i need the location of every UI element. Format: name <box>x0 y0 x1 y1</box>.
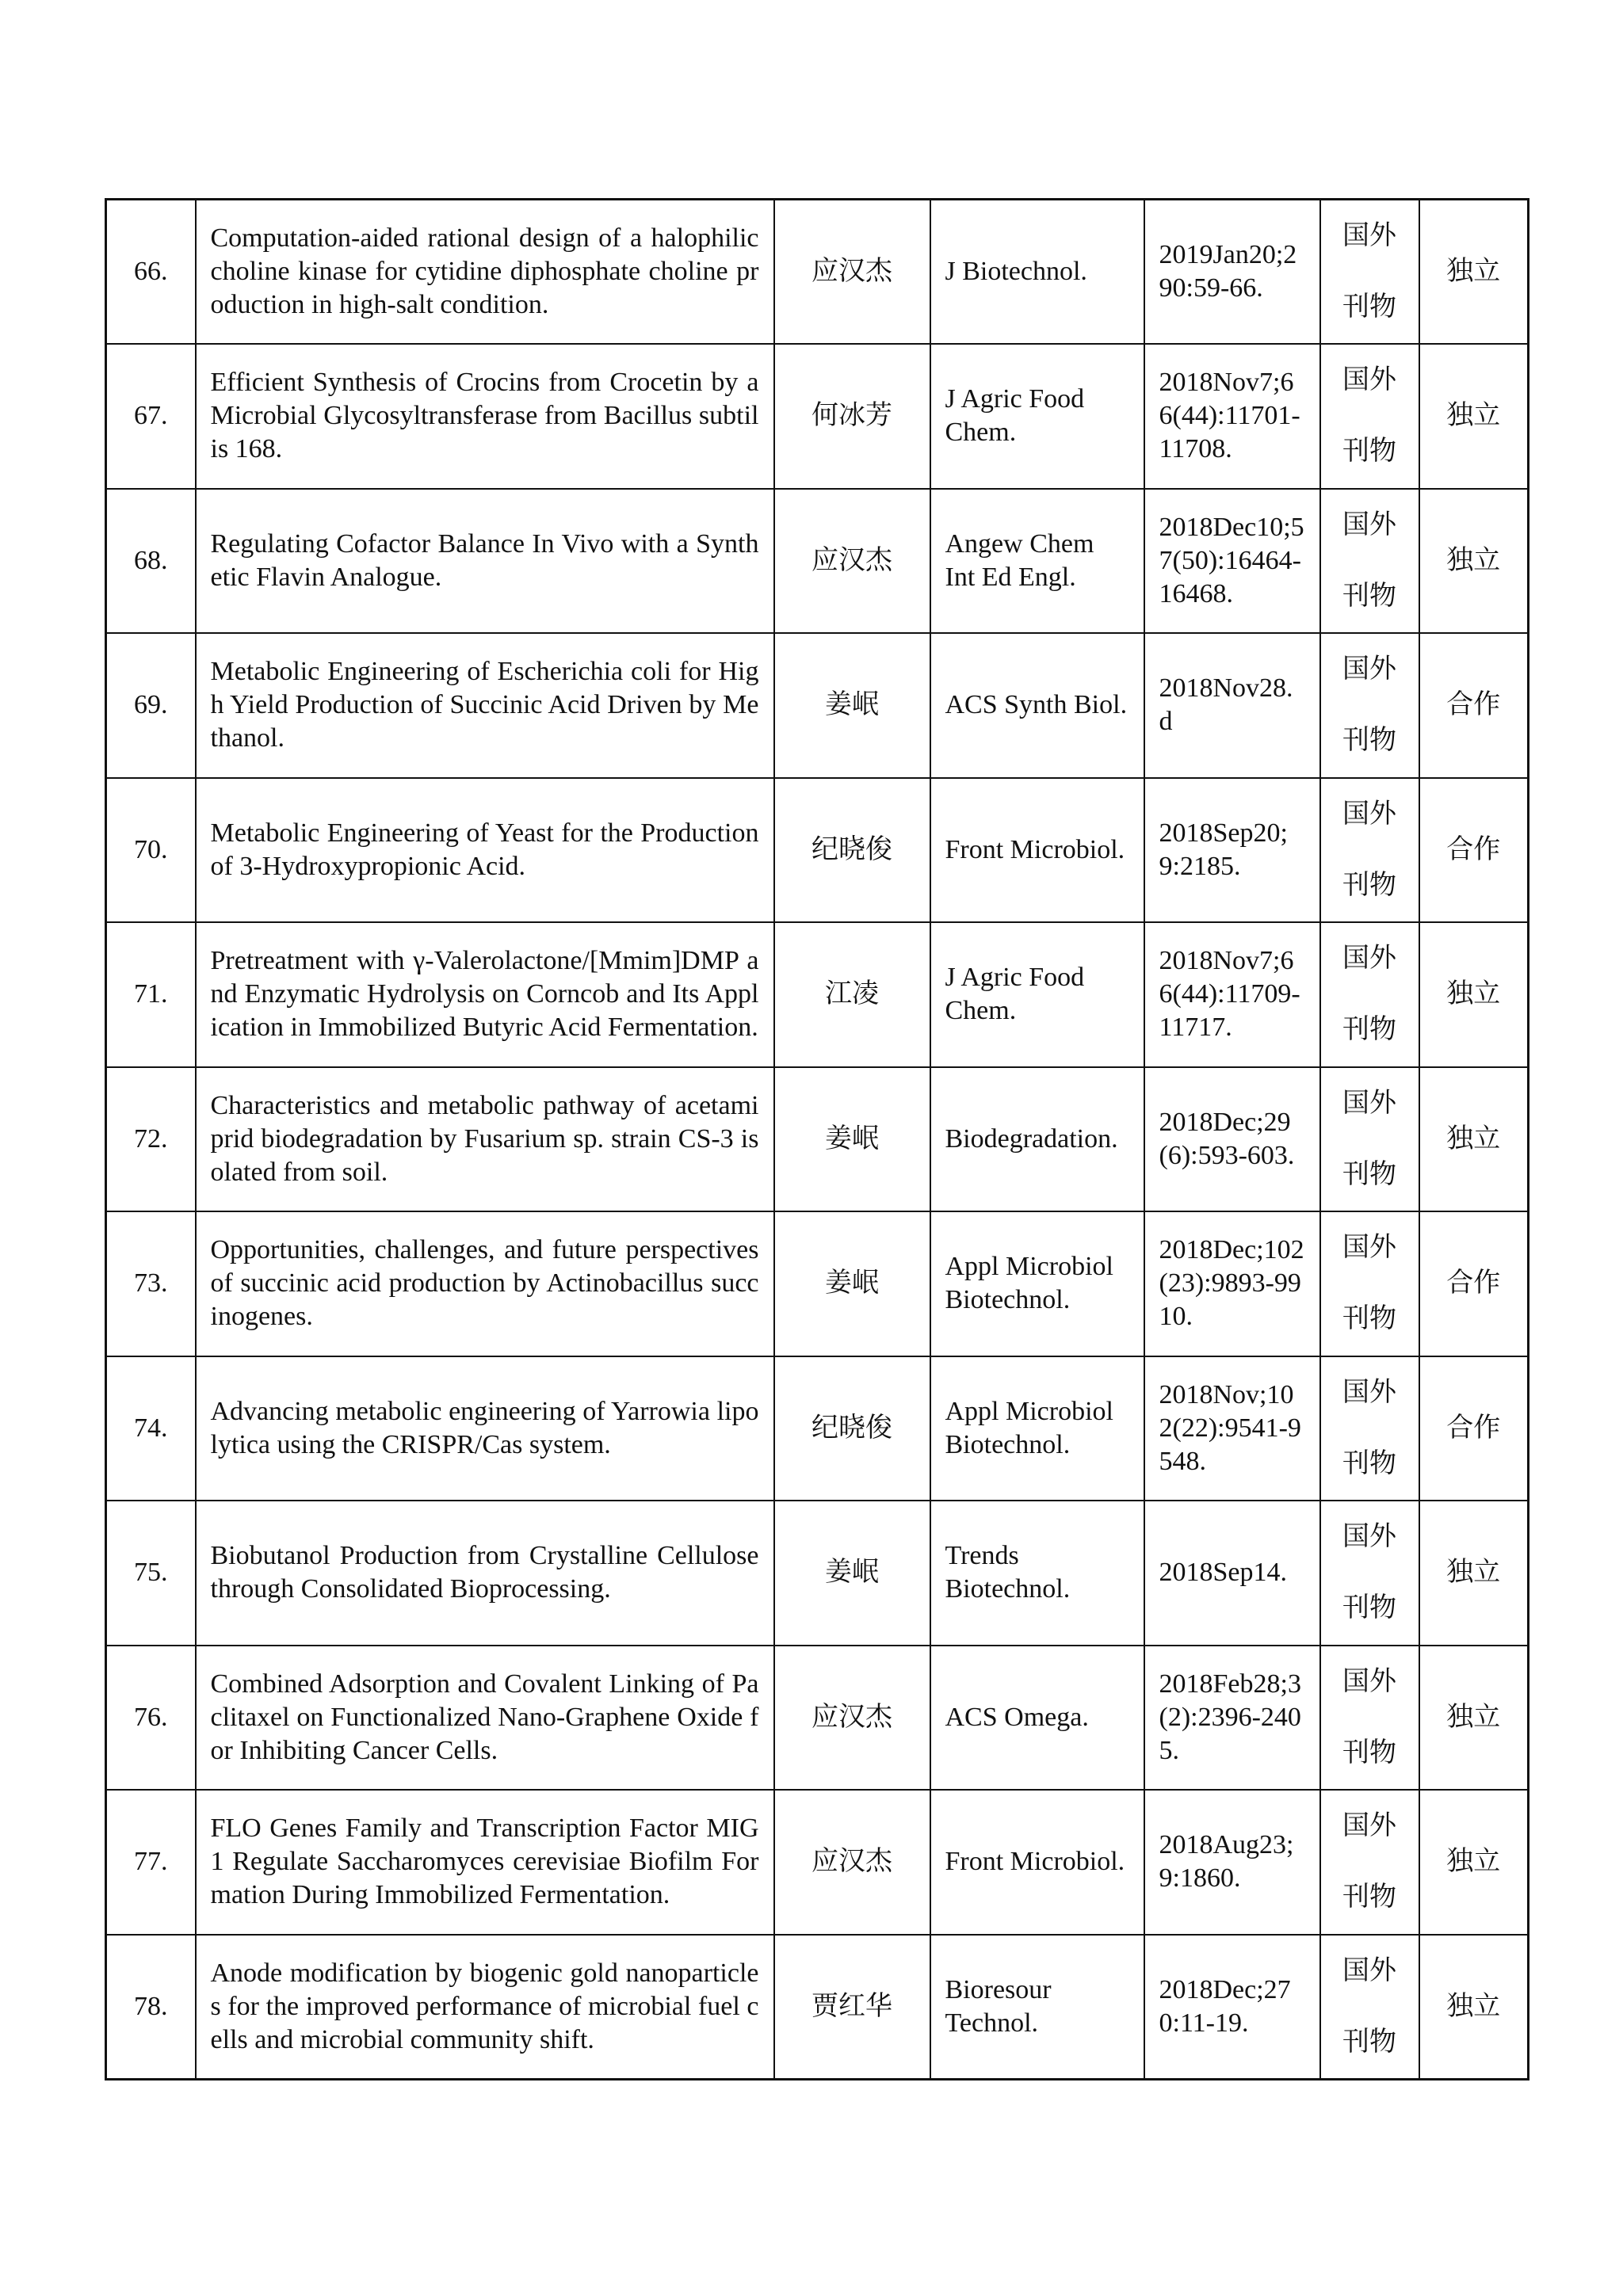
publication-type-line1: 国外 <box>1342 509 1396 540</box>
publication-type-line2: 刊物 <box>1342 1015 1396 1045</box>
publication-type <box>1320 1790 1419 1935</box>
journal-name: Bioresour Technol. <box>930 1935 1144 2080</box>
citation-info: 2018Sep20;9:2185. <box>1144 778 1320 923</box>
row-number: 73. <box>106 1211 196 1356</box>
paper-title: Metabolic Engineering of Yeast for the Production of 3-Hydroxypropionic Acid. <box>196 778 774 923</box>
author-name: 姜岷 <box>774 1501 930 1646</box>
paper-title: Opportunities, challenges, and future perspectives of succinic acid production by Actinobacillus succinogenes. <box>196 1211 774 1356</box>
publication-type-line2: 刊物 <box>1342 1448 1396 1478</box>
publication-type-line1: 国外 <box>1342 799 1396 829</box>
row-number: 66. <box>106 200 196 345</box>
publication-type <box>1320 1356 1419 1501</box>
table-row <box>106 489 1529 634</box>
paper-title: Combined Adsorption and Covalent Linking of Paclitaxel on Functionalized Nano-Graphene Oxide for Inhibiting Cancer Cells. <box>196 1646 774 1791</box>
publication-type-line1: 国外 <box>1342 1811 1396 1841</box>
citation-info: 2018Dec10;57(50):16464-16468. <box>1144 489 1320 634</box>
publication-type <box>1320 1211 1419 1356</box>
publication-type-line2: 刊物 <box>1342 1304 1396 1334</box>
publication-type <box>1320 1067 1419 1212</box>
table-row <box>106 633 1529 778</box>
paper-title: Biobutanol Production from Crystalline Cellulose through Consolidated Bioprocessing. <box>196 1501 774 1646</box>
row-number: 67. <box>106 344 196 489</box>
journal-name: Trends Biotechnol. <box>930 1501 1144 1646</box>
row-number: 69. <box>106 633 196 778</box>
publication-type-line1: 国外 <box>1342 1377 1396 1407</box>
publication-type <box>1320 1935 1419 2080</box>
journal-name: Front Microbiol. <box>930 1790 1144 1935</box>
publication-type-line2: 刊物 <box>1342 1159 1396 1189</box>
publication-type <box>1320 778 1419 923</box>
publication-type <box>1320 489 1419 634</box>
publication-type-line2: 刊物 <box>1342 1737 1396 1768</box>
cooperation-type: 独立 <box>1419 1067 1529 1212</box>
author-name: 应汉杰 <box>774 200 930 345</box>
cooperation-type: 独立 <box>1419 344 1529 489</box>
cooperation-type: 独立 <box>1419 489 1529 634</box>
citation-info: 2018Nov;102(22):9541-9548. <box>1144 1356 1320 1501</box>
publication-type-line1: 国外 <box>1342 221 1396 250</box>
row-number: 74. <box>106 1356 196 1501</box>
cooperation-type: 合作 <box>1419 1356 1529 1501</box>
publication-type <box>1320 344 1419 489</box>
publication-type-line2: 刊物 <box>1342 437 1396 467</box>
journal-name: J Agric Food Chem. <box>930 922 1144 1067</box>
journal-name: J Agric Food Chem. <box>930 344 1144 489</box>
author-name: 贾红华 <box>774 1935 930 2080</box>
paper-title: Advancing metabolic engineering of Yarrowia lipolytica using the CRISPR/Cas system. <box>196 1356 774 1501</box>
paper-title: FLO Genes Family and Transcription Factor MIG1 Regulate Saccharomyces cerevisiae Biofilm Formation During Immobilized Fermentation. <box>196 1790 774 1935</box>
journal-name: ACS Omega. <box>930 1646 1144 1791</box>
table-row <box>106 1646 1529 1791</box>
citation-info: 2018Aug23;9:1860. <box>1144 1790 1320 1935</box>
table-row <box>106 1067 1529 1212</box>
publication-type-line1: 国外 <box>1342 1666 1396 1696</box>
author-name: 姜岷 <box>774 1067 930 1212</box>
journal-name: Front Microbiol. <box>930 778 1144 923</box>
paper-title: Metabolic Engineering of Escherichia coli for High Yield Production of Succinic Acid Driven by Methanol. <box>196 633 774 778</box>
row-number: 78. <box>106 1935 196 2080</box>
table-row <box>106 1356 1529 1501</box>
publication-type <box>1320 633 1419 778</box>
cooperation-type: 独立 <box>1419 1646 1529 1791</box>
journal-name: Appl Microbiol Biotechnol. <box>930 1356 1144 1501</box>
table-row <box>106 1211 1529 1356</box>
citation-info: 2018Dec;29(6):593-603. <box>1144 1067 1320 1212</box>
journal-name: Biodegradation. <box>930 1067 1144 1212</box>
citation-info: 2018Sep14. <box>1144 1501 1320 1646</box>
cooperation-type: 独立 <box>1419 1501 1529 1646</box>
table-body <box>106 200 1529 2080</box>
table-row <box>106 1935 1529 2080</box>
row-number: 77. <box>106 1790 196 1935</box>
paper-title: Anode modification by biogenic gold nanoparticles for the improved performance of microbial fuel cells and microbial community shift. <box>196 1935 774 2080</box>
publication-type <box>1320 1501 1419 1646</box>
author-name: 应汉杰 <box>774 1646 930 1791</box>
paper-title: Computation-aided rational design of a halophilic choline kinase for cytidine diphosphate choline production in high-salt condition. <box>196 200 774 345</box>
publication-type <box>1320 922 1419 1067</box>
table-row <box>106 778 1529 923</box>
publication-type-line1: 国外 <box>1342 654 1396 685</box>
paper-title: Efficient Synthesis of Crocins from Crocetin by a Microbial Glycosyltransferase from Bacillus subtilis 168. <box>196 344 774 489</box>
row-number: 68. <box>106 489 196 634</box>
publication-type-line1: 国外 <box>1342 1088 1396 1118</box>
publication-type-line2: 刊物 <box>1342 292 1396 322</box>
citation-info: 2019Jan20;290:59-66. <box>1144 200 1320 345</box>
publication-type-line2: 刊物 <box>1342 1882 1396 1913</box>
citation-info: 2018Dec;102(23):9893-9910. <box>1144 1211 1320 1356</box>
author-name: 纪晓俊 <box>774 778 930 923</box>
row-number: 76. <box>106 1646 196 1791</box>
paper-title: Characteristics and metabolic pathway of acetamiprid biodegradation by Fusarium sp. strain CS-3 isolated from soil. <box>196 1067 774 1212</box>
publication-type-line2: 刊物 <box>1342 2027 1396 2057</box>
cooperation-type: 独立 <box>1419 922 1529 1067</box>
publication-type <box>1320 1646 1419 1791</box>
cooperation-type: 合作 <box>1419 778 1529 923</box>
author-name: 纪晓俊 <box>774 1356 930 1501</box>
cooperation-type: 独立 <box>1419 1935 1529 2080</box>
cooperation-type: 合作 <box>1419 1211 1529 1356</box>
publication-type-line1: 国外 <box>1342 1233 1396 1263</box>
publication-type-line2: 刊物 <box>1342 1593 1396 1623</box>
publication-type-line2: 刊物 <box>1342 870 1396 900</box>
citation-info: 2018Nov7;66(44):11701-11708. <box>1144 344 1320 489</box>
citation-info: 2018Dec;270:11-19. <box>1144 1935 1320 2080</box>
journal-name: ACS Synth Biol. <box>930 633 1144 778</box>
table-row <box>106 1790 1529 1935</box>
author-name: 何冰芳 <box>774 344 930 489</box>
author-name: 应汉杰 <box>774 489 930 634</box>
journal-name: J Biotechnol. <box>930 200 1144 345</box>
citation-info: 2018Feb28;3(2):2396-2405. <box>1144 1646 1320 1791</box>
cooperation-type: 独立 <box>1419 200 1529 345</box>
author-name: 姜岷 <box>774 1211 930 1356</box>
journal-name: Angew Chem Int Ed Engl. <box>930 489 1144 634</box>
publication-type-line2: 刊物 <box>1342 581 1396 611</box>
cooperation-type: 独立 <box>1419 1790 1529 1935</box>
publication-type <box>1320 200 1419 345</box>
row-number: 70. <box>106 778 196 923</box>
publication-type-line1: 国外 <box>1342 1522 1396 1552</box>
author-name: 江凌 <box>774 922 930 1067</box>
journal-name: Appl Microbiol Biotechnol. <box>930 1211 1144 1356</box>
publication-type-line2: 刊物 <box>1342 726 1396 756</box>
row-number: 75. <box>106 1501 196 1646</box>
citation-info: 2018Nov28.d <box>1144 633 1320 778</box>
publication-type-line1: 国外 <box>1342 944 1396 974</box>
author-name: 姜岷 <box>774 633 930 778</box>
table-row <box>106 922 1529 1067</box>
citation-info: 2018Nov7;66(44):11709-11717. <box>1144 922 1320 1067</box>
cooperation-type: 合作 <box>1419 633 1529 778</box>
table-row <box>106 200 1529 345</box>
publication-type-line1: 国外 <box>1342 365 1396 395</box>
author-name: 应汉杰 <box>774 1790 930 1935</box>
row-number: 71. <box>106 922 196 1067</box>
table-row <box>106 1501 1529 1646</box>
row-number: 72. <box>106 1067 196 1212</box>
paper-title: Pretreatment with γ-Valerolactone/[Mmim]DMP and Enzymatic Hydrolysis on Corncob and Its Application in Immobilized Butyric Acid Fermentation. <box>196 922 774 1067</box>
publication-table <box>105 198 1529 2081</box>
table-row <box>106 344 1529 489</box>
publication-type-line1: 国外 <box>1342 1955 1396 1985</box>
paper-title: Regulating Cofactor Balance In Vivo with a Synthetic Flavin Analogue. <box>196 489 774 634</box>
